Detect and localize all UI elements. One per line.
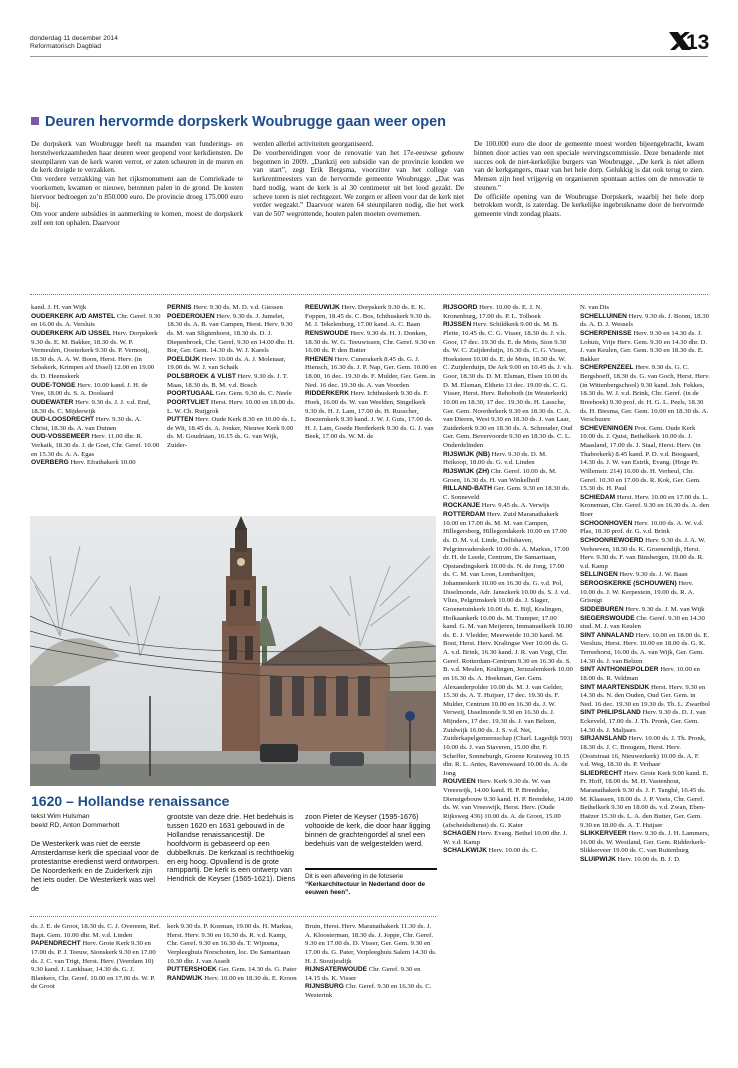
listing-services: Herv. Efrathakerk 10.00 bbox=[68, 459, 136, 467]
listing-services: Herv. 10.00 en 18.00 ds. R. Veldman bbox=[580, 666, 700, 682]
listing-entry bbox=[580, 830, 710, 856]
listing-services: Herv. 9.30 ds. A. Christ, 18.30 ds. A. van Duinen bbox=[31, 416, 142, 432]
photo-credits bbox=[31, 813, 161, 830]
listing-entry bbox=[167, 966, 297, 975]
listing-entry bbox=[443, 847, 573, 856]
listing-entry bbox=[443, 830, 573, 847]
listing-place: SINT PHILIPSLAND bbox=[580, 709, 641, 717]
listing-place: SCHERPENZEEL bbox=[580, 364, 634, 372]
listing-place: ROCKANJE bbox=[443, 502, 481, 510]
listing-place: SELLINGEN bbox=[580, 571, 618, 579]
listing-place: PERNIS bbox=[167, 304, 192, 311]
listing-entry bbox=[167, 975, 297, 984]
photo-credit: beeld RD, Anton Dommerholt bbox=[31, 821, 120, 829]
listing-entry bbox=[580, 684, 710, 710]
listing-column-3 bbox=[305, 304, 437, 510]
article-headline bbox=[31, 114, 446, 130]
listing-entry bbox=[305, 966, 437, 983]
listing-services: Herv. Dorpskerk 9.30 ds. E. K. Foppen, 18.45 ds. C. Bos, Ichthuskerk 9.30 ds. M. J. Tekelenburg, 17.00 kand. A. C. Baan bbox=[305, 304, 432, 329]
listing-services: Herv. Dorpskerk 9.30 ds. E. M. Bakker, 18.30 ds. W. P. Vermeulen, Oosterkerk 9.30 ds. P. Vernooij, 18.30 ds. A. A. W. Boon, Herst. Herv. (in Sebakerk, Krimpen a/d IJssel) 12.00 en 19.00 ds. D. Heemskerk bbox=[31, 329, 158, 380]
listing-services: Chr. Geref. 9.30 en 16.00 ds. A. Versluis bbox=[31, 312, 161, 329]
listing-entry bbox=[580, 632, 710, 667]
listing-entry bbox=[167, 416, 297, 451]
listing-entry bbox=[443, 485, 573, 502]
listing-entry bbox=[31, 940, 161, 992]
listing-services: Herv. 10.00 ds. E. J. N. Kronenburg, 17.00 ds. P. L. Tolhoek bbox=[443, 304, 542, 320]
listing-entry bbox=[580, 364, 710, 424]
listing-place: POORTVLIET bbox=[167, 398, 210, 406]
listing-column-5 bbox=[580, 304, 710, 1060]
listing-services: Herv. 10.00 ds. C. bbox=[486, 847, 538, 855]
listing-entry bbox=[31, 313, 161, 330]
listing-services: Herv. Evang. Bethel 10.00 dhr. J. W. v.d. Kamp bbox=[443, 830, 568, 846]
listing-column-1 bbox=[31, 304, 161, 510]
listing-place: SCHEVENINGEN bbox=[580, 424, 633, 432]
listing-services: Herv. 10.00 ds. B. J. D. bbox=[615, 856, 681, 863]
listing-entry bbox=[580, 580, 710, 606]
listing-services: Herv. 9.30 ds. M. D. v.d. Giessen bbox=[191, 304, 283, 311]
listing-entry bbox=[31, 433, 161, 459]
series-note-rule bbox=[305, 868, 437, 870]
listing-services: Herv. 10.00 en 18.00 ds. E. Versluis, Herst. Herv. 10.00 en 18.00 ds. G. K. Terreehorst, 16.00 ds. A. van Wijk, Ger. Gem. 14.30 ds. J. van Belzen bbox=[580, 631, 710, 665]
listing-entry bbox=[167, 304, 297, 313]
listing-entry bbox=[580, 330, 710, 365]
listing-entry bbox=[580, 709, 710, 735]
listing-entry bbox=[31, 923, 161, 940]
listing-entry bbox=[305, 983, 437, 1000]
listing-place: RILLAND-BATH bbox=[443, 485, 492, 493]
listing-services: Herv. 10.00 ds. A. J. Molenaar, 19.00 ds. W. J. van Schaik bbox=[167, 355, 286, 372]
listing-place: SCHELLUINEN bbox=[580, 312, 627, 320]
listing-services: Herv. 9.30 ds. J. T. Maas, 18.30 ds. B. M. v.d. Bosch bbox=[167, 373, 289, 389]
listing-services: kand. J. H. van Wijk bbox=[31, 304, 87, 311]
listing-services: Herv. Grote Kerk 9.30 en 17.00 ds. P. J. Teeuw, Sionskerk 9.30 en 17.00 ds. J. C. van Trigt, Herst. Herv. (Veerdam 10) 9.30 kand. J. Lankhaar, 14.30 ds. G. J. Blankers, Chr. Geref. 10.00 en 17.00 ds. W. P. de Groot bbox=[31, 940, 156, 991]
listing-place: OUDEWATER bbox=[31, 398, 74, 406]
listing-place: RIJNSATERWOUDE bbox=[305, 966, 368, 974]
listing-place: OUDERKERK A/D AMSTEL bbox=[31, 312, 116, 320]
bottom-section-divider bbox=[30, 916, 436, 917]
listing-place: SINT ANTHONIEPOLDER bbox=[580, 666, 659, 674]
listing-services: Herv. 9.30 ds. G. C. Bergshoeff, 18.30 ds. G. van Goch, Herst. Herv. (in Wittenbergschool) 9.30 kand. Joh. Fekkes, 18.30 ds. W. J. v.d. Brink, Chr. Geref. (in de Breehoek) 9.30 prof. dr. H. G. L. Peels, 18.30 ds. H. Biesma, Ger. Gem. 10.00 en 18.30 ds. A. Verschuure bbox=[580, 364, 710, 424]
listing-services: Herst. Herv. 10.00 en 18.00 ds. L. W. Ch. Ruijgrok bbox=[167, 398, 295, 415]
listing-entry bbox=[31, 399, 161, 416]
listing-services: Herv. 10.00 ds. J. W. Kerpestein, 19.00 ds. R. A. Grisnigt bbox=[580, 580, 695, 605]
listing-services: Herv. Zuid Maranathakerk 10.00 en 17.00 ds. M. M. van Campen, Hillegersberg, Hillegondakerk 10.00 en 17.00 ds. D. M. v.d. Linde, Delfshaven, Pelgrimvaderskerk 10.00 ds. A. Markus, 17.00 dr. H. de Leede, Centrum, De Samaritaan, Opstandingskerk 10.00 ds. N. de Jong, 17.00 ds. C. M. van Loon, Lombardijen, Johanneskerk 10.00 en 16.30 ds. G. v.d. Pol, IJsselmonde, Adr. Janszkerk 10.00 ds. S. J. v.d. Vlies, Pelgrimskerk 10.00 ds. J. Slager, Groenetuinkerk 10.00 ds. E. Bijl, Kralingen, Hofkaankerk 10.00 ds. M. Tramper, 17.00 kand. G. M. van Meijeren, Immanuelkerk 10.00 ds. E. J. Vledder, Meerweide 10.30 kand. M. Boot, Herst. Herv. Kralingse Veer 10.00 ds. G. A. v.d. Brink, 16.30 kand. J. R. van Vugt, Chr. Geref. Rotterdam-Centrum 9.30 en 16.30 ds. S. B. v.d. Meulen, Kralingen, Jeruzalemkerk 10.00 en 16.30 ds. A. Hoekman, Ger. Gem. Alexanderpolder 10.00 ds. M. J. van Gelder, 15.30 ds. A. T. Huijser, 17 dec. 19.30 ds. F. Mulder, Centrum 10.00 en 16.30 ds. J. W. Verweij, IJsselmonde 9.30 en 16.30 ds. J. Mijnders, 17 dec. 19.30 ds. J. van Belzen, Zuidwijk 16.00 ds. J. S. v.d. Net, Zuiderkapelgemeenschap (Charl. Lagedijk 593) 10.00 ds. J. van Staveren, 15.00 dhr. F. Scheffer, Sonneburgh, Groene Kruisweg 10.15 dhr. R. L. Antes, Ravenswaard 10.00 ds. A. de Jong bbox=[443, 511, 573, 777]
series-note-line-1: Dit is een aflevering in de fotoserie bbox=[305, 873, 404, 880]
listing-entry bbox=[580, 537, 710, 572]
listing-services: Herv. Schildkerk 9.00 ds. M. B. Plette, 10.45 ds. C. G. Visser, 18.30 ds. J. v.h. Goor, 17 dec. 19.30 ds. E. de Mots, Sion 9.30 ds. W. C. Zuijderduijn, 16.30 ds. C. G. Visser, Hoeksteen 10.00 ds. E. de Mots, 18.30 ds. W. C. Zuijderduijn, De Ark 9.00 en 10.45 ds. J. v.h. Goor, 18.30 ds. D. M. Elsman, Elsen 10.00 ds. D. M. Elsman, Eltheto 13 dec. 19.00 ds. C. G. Visser, Herst. Herv. Rehoboth (in Westerkerk) 10.00 en 18.30, 17 dec. 19.30 ds. H. Lassche, Ger. Gem. Noorderkerk 9.30 en 18.30 ds. C. A. van Dieren, West 9.30 en 18.30 ds. J. van Laar, Zuiderkerk 9.30 en 18.30 ds. A. Schreuder, Oud Ger. Gem. Bevervoorde 9.30 en 18.30 ds. C. L. Onderdelinden bbox=[443, 321, 573, 449]
listing-place: RANDWIJK bbox=[167, 974, 203, 982]
listing-place: SLIKKERVEER bbox=[580, 830, 627, 838]
listing-entry bbox=[580, 606, 710, 615]
listing-services: ds. J. E. de Groot, 18.30 ds. C. J. Overeem, Ref. Bapt. Gem. 10.00 dhr. M. v.d. Linden bbox=[31, 923, 161, 939]
series-note-line-2: “Kerkarchitectuur in Nederland door de eeuwen heen”. bbox=[305, 881, 426, 896]
listing-place: POLSBROEK & VLIST bbox=[167, 373, 236, 380]
listing-place: SLIEDRECHT bbox=[580, 769, 623, 777]
listing-services: Bruin, Herst. Herv. Maranathakerk 11.30 ds. J. A. Kloosterman, 18.30 ds. J. Joppe, Chr. Geref. 9.30 en 17.00 ds. D. Visser, Ger. Gem. 9.30 en 17.00 ds. G. Pater, Verpleeghuis Salem 14.30 ds. H. J. Stoutjesdijk bbox=[305, 923, 437, 965]
photo-caption-col-3: zoon Pieter de Keyser (1595-1676) voltooide de kerk, die door haar ligging binnen de grachtengordel al snel een bedehuis van de welgestelden werd. bbox=[305, 812, 431, 848]
issue-date: donderdag 11 december 2014 bbox=[30, 35, 118, 42]
listing-entry bbox=[305, 923, 437, 966]
listing-services: Chr. Geref. 9.30 en 14.30 stud. M. J. van Keulen bbox=[580, 614, 705, 631]
listing-place: REEUWIJK bbox=[305, 304, 340, 311]
listing-services: Chr. Geref. 9.30 en 14.15 ds. K. Visser bbox=[305, 966, 421, 982]
listing-entry bbox=[305, 330, 437, 356]
listing-place: PUTTEN bbox=[167, 416, 194, 424]
listing-services: Ger. Gem. 9.30 ds. C. Neele bbox=[213, 390, 292, 398]
listing-place: PAPENDRECHT bbox=[31, 940, 81, 948]
article-column-1: De dorpskerk van Woubrugge heeft na maanden van funderings- en herstelwerkzaamheden haar deuren weer geopend voor kerkdiensten. De steunpilaren van de kerk waren verrot, er zaten scheuren in de muren en de kerk dreigde te verzakken. Om verdere verzakking van het rijksmonument aan de Comriekade te voorkomen, kwamen er nieuwe, betonnen palen in de grond. De kosten hiervoor bedroegen zo’n 850.000 euro. De provincie droeg 175.000 euro bij. Om voor andere subsidies in aanmerking te komen, moest de dorpskerk zelf een ton ophalen. Daarvoor bbox=[31, 140, 243, 227]
listing-bottom-column-3 bbox=[305, 923, 437, 1063]
listing-entry bbox=[31, 304, 161, 313]
listing-entry bbox=[167, 313, 297, 356]
listing-column-2 bbox=[167, 304, 297, 510]
listing-entry bbox=[305, 304, 437, 330]
listing-place: SINT ANNALAND bbox=[580, 631, 634, 639]
section-divider bbox=[30, 294, 708, 295]
listing-services: Prot. Gem. Oude Kerk 10.00 ds. J. Quist, Bethelkerk 10.00 ds. J. Maasland, 17.00 ds. J. Staal, Herst. Herv. (in Thaborkerk) 8.45 kand. P. D. v.d. Boogaard, 14.30 ds. J. W. van Estrik, Evang. (Hoge Pr. Willemstr. 214) 16.00 ds. H. Verheul, Chr. Geref. 10.30 en 17.00 ds. R. Kok, Ger. Gem. 15.30 ds. H. Paul bbox=[580, 424, 701, 493]
listing-services: Herv. 10.00 ds. A. W. v.d. Plas, 18.30 prof. dr. G. v.d. Brink bbox=[580, 519, 704, 536]
listing-entry bbox=[167, 399, 297, 416]
photo-caption-col-1: De Westerkerk was niet de eerste Amsterdamse kerk die speciaal voor de protestantse eredienst werd ontworpen. De Noorderkerk en de Zuiderkerk zijn het iets ouder. De Westerkerk was wel de bbox=[31, 839, 160, 893]
listing-entry bbox=[443, 511, 573, 778]
listing-place: SIRJANSLAND bbox=[580, 735, 627, 743]
listing-place: RIDDERKERK bbox=[305, 390, 349, 398]
newspaper-name: Reformatorisch Dagblad bbox=[30, 43, 102, 50]
listing-services: Herv. 9.30 ds. J. M. van Wijk bbox=[623, 605, 705, 613]
listing-place: SCHOONREWOERD bbox=[580, 536, 644, 544]
listing-entry bbox=[580, 856, 710, 865]
listing-place: SIDDEBUREN bbox=[580, 605, 624, 613]
listing-services: Herst. Herv. 10.00 en 17.00 ds. L. Kroneman, Chr. Geref. 9.30 en 16.30 ds. A. den Boer bbox=[580, 493, 710, 518]
listing-services: Herv. 9.30 ds. J. Jumelet, 18.30 ds. A. B. van Campen, Herst. Herv. 9.30 ds. M. van Sligtenhorst, 18.30 ds. D. J. Diepenbroek, Chr. Geref. 9.30 en 14.00 dhr. H. Bor, Ger. Gem. 14.30 ds. W. J. Karels bbox=[167, 312, 295, 355]
listing-services: Herv. 9.45 ds. A. Verwijs bbox=[480, 502, 550, 510]
listing-place: OUDERKERK A/D IJSSEL bbox=[31, 329, 111, 337]
listing-services: Herv. 9.30 ds. J. A. W. Verhoeven, 18.30 ds. K. Groenendijk, Herst. Herv. 9.30 ds. F. van Binsbergen, 19.00 ds. R. v.d. Kamp bbox=[580, 536, 706, 570]
listing-entry bbox=[167, 356, 297, 373]
headline-text: Deuren hervormde dorpskerk Woubrugge gaan weer open bbox=[45, 114, 446, 130]
listing-entry bbox=[443, 304, 573, 321]
listing-place: ROTTERDAM bbox=[443, 511, 486, 518]
listing-place: RIJSSEN bbox=[443, 321, 472, 329]
listing-place: ROUVEEN bbox=[443, 778, 476, 786]
listing-services: kerk 9.30 ds. P. Koeman, 19.00 ds. H. Markus, Herst. Herv. 9.30 en 16.30 ds. R. v.d. Kamp, Chr. Geref. 9.30 en 16.30 ds. T. Wijnsma, Verpleeghuis Norschoten, loc. De Samaritaan 10.30 dhr. J. van Asselt bbox=[167, 923, 293, 965]
listing-place: SCHERPENISSE bbox=[580, 329, 632, 337]
listing-place: OUDE-TONGE bbox=[31, 381, 76, 389]
listing-services: Ger. Gem. 14.30 ds. G. Pater bbox=[216, 966, 297, 974]
listing-services: Chr. Geref. 9.30 en 16.30 ds. C. Westerink bbox=[305, 983, 432, 999]
listing-place: SIEGERSWOUDE bbox=[580, 614, 635, 622]
listing-bottom-column-2 bbox=[167, 923, 297, 1063]
listing-entry bbox=[580, 313, 710, 330]
listing-services: Herv. 10.00 kand. J. H. de Vree, 18.00 ds. S. A. Doolaard bbox=[31, 381, 148, 398]
listing-entry bbox=[443, 502, 573, 511]
listing-entry bbox=[580, 770, 710, 830]
listing-services: Herv. 9.30 ds. J. H. Lammers, 16.00 ds. W. Westland, Ger. Gem. Ridderkerk-Slikkerveer 19.00 ds. C. van Ruitenburg bbox=[580, 830, 710, 855]
article-column-3: De 100.000 euro die door de gemeente moest worden bijeengebracht, kwam binnen door acties van een speciale wervingscommissie. Deze benaderde met succes ook de niet-kerkelijke burgers van Woubrugge. „De kerk is niet alleen van de kerkgangers, maar van het hele dorp. Gelukkig is dat ook terug te zien. Mensen zijn heel vrijgevig en organiseren spontaan acties om de renovatie te steunen.” De officiële opening van de Woubrugse Dorpskerk, waarbij het hele dorp betrokken wordt, is zaterdag. De kerkelijke ingebruikname door de hervormde gemeente vindt zondag plaats. bbox=[474, 140, 704, 218]
listing-services: Herv. 9.30 ds. D. J. van Eckeveld, 17.00 ds. J. Th. Pronk, Ger. Gem. 14.30 ds. J. Maljaars bbox=[580, 709, 706, 734]
listing-place: SCHAGEN bbox=[443, 830, 476, 838]
listing-entry bbox=[580, 615, 710, 632]
listing-entry bbox=[167, 390, 297, 399]
listing-place: RIJNSBURG bbox=[305, 983, 344, 991]
page-number: 13 bbox=[686, 31, 710, 54]
listing-place: RIJSWIJK (ZH) bbox=[443, 467, 490, 475]
listing-bottom-column-1 bbox=[31, 923, 161, 1063]
listing-services: Herv. 9.30 ds. J. Boom, 18.30 ds. A. D. J. Wessels bbox=[580, 312, 709, 329]
listing-services: Herv. Grote Kerk 9.00 kand. E. Fr. Hoff, 18.00 ds. M. H. Vastenhout, Maranathakerk 9.30 ds. J. F. Tanghé, 16.45 ds. M. Klaassen, 18.00 ds. J. P. Voets, Chr. Geref. Bethelkerk 9.30 en 18.00 ds. v.d. Zwan, Eben-Haëzer 15.30 ds. L. A. den Butter, Ger. Gem. 9.30 en 18.00 ds. A. T. Huijser bbox=[580, 769, 709, 829]
listing-place: SCHALKWIJK bbox=[443, 847, 487, 855]
listing-place: RIJSWIJK (NB) bbox=[443, 450, 490, 458]
listing-entry bbox=[443, 321, 573, 450]
listing-services: Herv. 10.00 ds. J. Th. Pronk, 18.30 ds. J. C. Breugem, Herst. Herv. (Ooststraat 16, Nieuwerkerk) 10.00 ds. A. F. v.d. Weg, 18.30 ds. P. Verhaar bbox=[580, 735, 706, 769]
listing-entry bbox=[31, 382, 161, 399]
listing-services: Herv. 9.30 ds. H. J. Donken, 18.30 ds. W. G. Teeuwissen, Chr. Geref. 9.30 en 16.00 ds. P. den Butter bbox=[305, 329, 435, 355]
listing-column-4 bbox=[443, 304, 573, 1060]
listing-services: Herv. Cunerakerk 8.45 ds. G. J. Hiensch, 16.30 ds. J. P. Nap, Ger. Gem. 10.00 en 18.00, 16 dec. 19.30 ds. F. Mulder, Ger. Gem. in Ned. 16 dec. 19.30 ds. A. van Voorden bbox=[305, 355, 437, 389]
listing-services: Herv. 9.30 en 14.30 ds. J. Lohuis, Vrije Herv. Gem. 9.30 en 14.30 dhr. D. J. van Keulen, Ger. Gem. 9.30 en 18.30 ds. E. Bakker bbox=[580, 329, 708, 363]
listing-services: Herv. 10.00 en 18.30 ds. E. Kroon bbox=[202, 974, 297, 982]
article-column-2: werden allerlei activiteiten georganiseerd. De voorbereidingen voor de renovatie van het 17e-eeuwse gebouw begonnen in 2009. „Dankzij een subsidie van de provincie konden we van start”, zegt Erik Bergsma, voorzitter van het college van kerkrentmeesters van de hervormde gemeente Woubrugge. „Dat was hard nodig, want de kerk is al 30 centimeter uit het lood gezakt. De scheve toren is niet rechtgezet. We zorgen er alleen voor dat de kerk niet verder wegzakt.” Daarvoor waren 64 steunpilaren nodig, die het werk van de 507 wegrottende, houten palen moeten overnemen. bbox=[253, 140, 464, 218]
listing-place: SINT MAARTENSDIJK bbox=[580, 683, 650, 691]
text-credit: tekst Wim Hulsman bbox=[31, 813, 90, 820]
listing-place: SLUIPWIJK bbox=[580, 856, 616, 863]
listing-place: RHENEN bbox=[305, 355, 333, 363]
listing-entry bbox=[305, 390, 437, 442]
listing-services: Ger. Gem. 9.30 en 18.30 ds. C. Sonneveld bbox=[443, 485, 570, 501]
listing-place: OUD-LOOSDRECHT bbox=[31, 416, 95, 424]
listing-services: Herv. 9.30 ds. J. W. Baan bbox=[617, 571, 688, 579]
listing-entry bbox=[443, 778, 573, 830]
listing-entry bbox=[580, 304, 710, 313]
header-divider bbox=[30, 56, 708, 57]
listing-entry bbox=[31, 459, 161, 468]
listing-entry bbox=[580, 425, 710, 494]
listing-place: PUTTERSHOEK bbox=[167, 966, 217, 974]
listing-place: RENSWOUDE bbox=[305, 329, 349, 337]
listing-place: SCHIEDAM bbox=[580, 493, 616, 501]
listing-place: POEDEROIJEN bbox=[167, 312, 215, 320]
listing-entry bbox=[443, 468, 573, 485]
listing-place: POORTUGAAL bbox=[167, 390, 214, 398]
listing-place: POELDIJK bbox=[167, 355, 200, 363]
listing-entry bbox=[580, 666, 710, 683]
series-note bbox=[305, 873, 437, 897]
listing-place: OUD-VOSSEMEER bbox=[31, 433, 90, 441]
listing-entry bbox=[580, 494, 710, 520]
listing-services: N. van Dis bbox=[580, 304, 610, 311]
listing-entry bbox=[443, 451, 573, 468]
westerkerk-photo bbox=[30, 516, 436, 786]
listing-entry bbox=[167, 923, 297, 966]
listing-services: Herv. Ichthuskerk 9.30 ds. F. Hoek, 16.00 ds. W. van Weelden, Singelkerk 9.30 ds. H. J. Lam, 17.00 ds. H. Russcher, Boezemkerk 9.30 kand. J. W. J. Guis, 17.00 ds. H. J. Lam, Goede Herderkerk 9.30 ds. G. J. van Beek, 17.00 ds. W. M. de bbox=[305, 390, 434, 441]
listing-place: SEROOSKERKE (SCHOUWEN) bbox=[580, 580, 677, 587]
listing-entry bbox=[580, 571, 710, 580]
listing-place: SCHOONHOVEN bbox=[580, 519, 633, 527]
listing-services: Herv. Oude Kerk 8.30 en 10.00 ds. L. de Wit, 18.45 ds. A. Jonker, Nieuwe Kerk 9.00 ds. M. Goudriaan, 16.15 ds. G. van Wijk, Zuider- bbox=[167, 416, 297, 449]
listing-services: Herst. Herv. 9.30 en 14.30 ds. N. den Ouden, Oud Ger. Gem. in Ned. 16 dec. 19.30 en 19.30 ds. Th. L. Zwartbol bbox=[580, 683, 710, 708]
page-header-date bbox=[30, 35, 118, 51]
listing-place: RIJSOORD bbox=[443, 304, 478, 311]
listing-entry bbox=[31, 416, 161, 433]
listing-services: Herv. Kerk 9.30 ds. W. van Vreeswijk, 14.00 kand. H. P. Brendeke, Dienstgebouw 9.30 kand. H. P. Brendeke, 14.00 ds. W. van Vreeswijk, Herst. Herv. (Oude Rijksweg 436) 10.00 ds. A. de Groot, 15.00 (afscheidsdienst) ds. G. Kater bbox=[443, 778, 573, 829]
listing-entry bbox=[305, 356, 437, 391]
listing-entry bbox=[580, 520, 710, 537]
listing-place: OVERBERG bbox=[31, 459, 69, 467]
listing-entry bbox=[167, 373, 297, 390]
headline-marker-icon bbox=[31, 117, 39, 125]
photo-title: 1620 – Hollandse renaissance bbox=[31, 793, 230, 809]
listing-services: Herv. 9.30 ds. D. M. Heikoop, 18.00 ds. G. v.d. Linden bbox=[443, 450, 547, 467]
listing-services: Chr. Geref. 10.00 ds. M. Groen, 16.30 ds. H. van Winkelhoff bbox=[443, 467, 557, 484]
photo-caption-col-2: grootste van deze drie. Het bedehuis is tussen 1620 en 1631 gebouwd in de Hollandse renaissancestijl. De hoofdvorm is gebaseerd op een dubbelkruis. De kerkzaal is rechthoekig en erg hoog. Opvallend is de grote ramppartij. De kerk is een ontwerp van Hendrick de Keyser (1565-1621). Diens bbox=[167, 812, 296, 884]
listing-services: Herv. 9.30 ds. J. J. v.d. End, 18.30 ds. C. Mijderwijk bbox=[31, 398, 151, 415]
listing-entry bbox=[31, 330, 161, 382]
listing-services: Herv. 11.00 dhr. R. Verkaik, 18.30 ds. J. de Goei, Chr. Geref. 10.00 en 15.30 ds. A. A. Egas bbox=[31, 433, 160, 458]
listing-entry bbox=[580, 735, 710, 770]
